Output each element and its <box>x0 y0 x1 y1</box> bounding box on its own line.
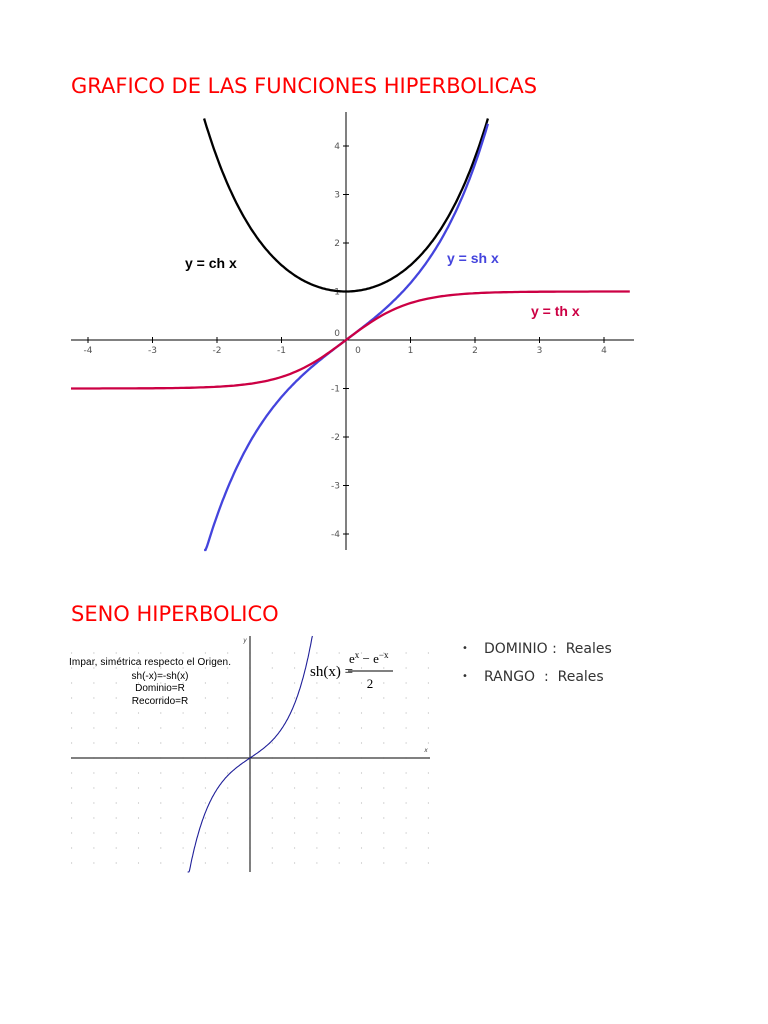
grid-dot <box>160 832 161 833</box>
series-label-sinh: y = sh x <box>447 250 499 266</box>
grid-dot <box>383 817 384 818</box>
grid-dot <box>116 817 117 818</box>
formula-denominator: 2 <box>366 676 374 691</box>
grid-dot <box>339 742 340 743</box>
grid-dot <box>339 682 340 683</box>
grid-dot <box>71 682 72 683</box>
grid-dot <box>406 862 407 863</box>
grid-dot <box>160 787 161 788</box>
grid-dot <box>316 832 317 833</box>
grid-dot <box>406 832 407 833</box>
grid-dot <box>183 727 184 728</box>
grid-dot <box>93 787 94 788</box>
formula-numerator: $e^x - e^{-x}$ <box>349 650 389 666</box>
grid-dot <box>272 727 273 728</box>
grid-dot <box>205 697 206 698</box>
grid-dot <box>93 712 94 713</box>
grid-dot <box>339 832 340 833</box>
grid-dot <box>160 847 161 848</box>
grid-dot <box>272 862 273 863</box>
grid-dot <box>71 787 72 788</box>
grid-dot <box>272 817 273 818</box>
grid-dot <box>361 802 362 803</box>
grid-dot <box>406 712 407 713</box>
annotation-line: Recorrido=R <box>131 696 189 707</box>
grid-dot <box>205 862 206 863</box>
sinh-formula <box>310 650 393 691</box>
grid-dot <box>294 847 295 848</box>
grid-dot <box>272 787 273 788</box>
grid-dot <box>406 682 407 683</box>
grid-dot <box>316 862 317 863</box>
grid-dot <box>138 817 139 818</box>
grid-dot <box>383 787 384 788</box>
grid-dot <box>205 832 206 833</box>
y-tick-label: 1 <box>334 287 340 298</box>
grid-dot <box>227 727 228 728</box>
grid-dot <box>316 652 317 653</box>
grid-dot <box>383 772 384 773</box>
grid-dot <box>316 817 317 818</box>
grid-dot <box>406 667 407 668</box>
grid-dot <box>227 652 228 653</box>
grid-dot <box>339 817 340 818</box>
grid-dot <box>138 742 139 743</box>
grid-dot <box>160 652 161 653</box>
grid-dot <box>316 712 317 713</box>
grid-dot <box>93 697 94 698</box>
grid-dot <box>294 787 295 788</box>
grid-dot <box>272 652 273 653</box>
grid-dot <box>160 742 161 743</box>
page-title: GRAFICO DE LAS FUNCIONES HIPERBOLICAS <box>71 74 538 98</box>
grid-dot <box>205 802 206 803</box>
grid-dot <box>406 787 407 788</box>
grid-dot <box>316 802 317 803</box>
grid-dot <box>383 667 384 668</box>
property-label: RANGO : <box>484 669 549 685</box>
grid-dot <box>361 697 362 698</box>
grid-dot <box>116 802 117 803</box>
grid-dot <box>428 682 429 683</box>
grid-dot <box>428 862 429 863</box>
grid-dot <box>227 862 228 863</box>
grid-dot <box>116 847 117 848</box>
grid-dot <box>138 802 139 803</box>
grid-dot <box>205 817 206 818</box>
grid-dot <box>339 787 340 788</box>
grid-dot <box>205 772 206 773</box>
bullet-icon: • <box>462 671 468 682</box>
grid-dot <box>93 742 94 743</box>
x-tick-label: 4 <box>601 346 607 356</box>
grid-dot <box>428 712 429 713</box>
grid-dot <box>294 667 295 668</box>
grid-dot <box>316 772 317 773</box>
annotation-line: sh(-x)=-sh(x) <box>131 671 189 682</box>
grid-dot <box>138 847 139 848</box>
grid-dot <box>160 862 161 863</box>
grid-dot <box>406 772 407 773</box>
grid-dot <box>93 817 94 818</box>
grid-dot <box>339 712 340 713</box>
grid-dot <box>294 742 295 743</box>
grid-dot <box>227 712 228 713</box>
grid-dot <box>272 832 273 833</box>
grid-dot <box>383 832 384 833</box>
grid-dot <box>406 817 407 818</box>
grid-dot <box>93 652 94 653</box>
grid-dot <box>71 727 72 728</box>
grid-dot <box>316 742 317 743</box>
grid-dot <box>93 727 94 728</box>
series-label-cosh: y = ch x <box>185 255 237 271</box>
grid-dot <box>428 667 429 668</box>
grid-dot <box>294 802 295 803</box>
grid-dot <box>183 787 184 788</box>
grid-dot <box>116 772 117 773</box>
grid-dot <box>361 772 362 773</box>
grid-dot <box>183 772 184 773</box>
grid-dot <box>160 772 161 773</box>
grid-dot <box>383 742 384 743</box>
grid-dot <box>205 847 206 848</box>
y-tick-label: 0 <box>334 329 340 339</box>
grid-dot <box>272 847 273 848</box>
grid-dot <box>406 727 407 728</box>
annotation-line: Impar, simétrica respecto el Origen. <box>69 657 231 668</box>
grid-dot <box>383 697 384 698</box>
grid-dot <box>93 832 94 833</box>
grid-dot <box>183 832 184 833</box>
grid-dot <box>227 817 228 818</box>
grid-dot <box>361 712 362 713</box>
grid-dot <box>339 697 340 698</box>
grid-dot <box>406 697 407 698</box>
grid-dot <box>428 652 429 653</box>
x-tick-label: -3 <box>148 346 157 356</box>
grid-dot <box>272 742 273 743</box>
grid-dot <box>428 787 429 788</box>
formula-lhs: sh(x) = <box>310 664 354 680</box>
grid-dot <box>227 787 228 788</box>
series-label-tanh: y = th x <box>531 303 580 319</box>
grid-dot <box>205 727 206 728</box>
grid-dot <box>116 727 117 728</box>
x-axis-label: x <box>424 747 428 754</box>
grid-dot <box>428 802 429 803</box>
y-tick-label: 4 <box>334 142 340 152</box>
grid-dot <box>428 742 429 743</box>
grid-dot <box>138 712 139 713</box>
grid-dot <box>406 652 407 653</box>
bullet-icon: • <box>462 643 468 654</box>
grid-dot <box>361 667 362 668</box>
grid-dot <box>361 682 362 683</box>
grid-dot <box>138 652 139 653</box>
grid-dot <box>71 772 72 773</box>
grid-dot <box>160 817 161 818</box>
grid-dot <box>272 697 273 698</box>
grid-dot <box>316 847 317 848</box>
property-value: Reales <box>557 669 604 685</box>
grid-dot <box>361 742 362 743</box>
grid-dot <box>339 847 340 848</box>
grid-dot <box>205 682 206 683</box>
grid-dot <box>93 847 94 848</box>
grid-dot <box>294 832 295 833</box>
grid-dot <box>116 682 117 683</box>
grid-dot <box>71 802 72 803</box>
grid-dot <box>183 802 184 803</box>
y-tick-label: -1 <box>331 384 340 395</box>
grid-dot <box>361 832 362 833</box>
grid-dot <box>205 742 206 743</box>
grid-dot <box>294 817 295 818</box>
grid-dot <box>116 712 117 713</box>
grid-dot <box>116 742 117 743</box>
grid-dot <box>383 727 384 728</box>
list-item <box>462 638 612 666</box>
grid-dot <box>294 727 295 728</box>
grid-dot <box>183 847 184 848</box>
grid-dot <box>116 697 117 698</box>
grid-dot <box>339 772 340 773</box>
grid-dot <box>361 847 362 848</box>
grid-dot <box>160 712 161 713</box>
grid-dot <box>294 862 295 863</box>
grid-dot <box>205 712 206 713</box>
grid-dot <box>183 862 184 863</box>
grid-dot <box>71 832 72 833</box>
grid-dot <box>428 697 429 698</box>
grid-dot <box>227 847 228 848</box>
grid-dot <box>227 697 228 698</box>
grid-dot <box>160 727 161 728</box>
grid-dot <box>138 787 139 788</box>
grid-dot <box>339 862 340 863</box>
grid-dot <box>205 787 206 788</box>
grid-dot <box>383 847 384 848</box>
property-label: DOMINIO : <box>484 641 557 657</box>
grid-dot <box>116 832 117 833</box>
grid-dot <box>138 727 139 728</box>
section-title: SENO HIPERBOLICO <box>71 602 279 626</box>
grid-dot <box>71 712 72 713</box>
grid-dot <box>93 802 94 803</box>
grid-dot <box>138 862 139 863</box>
x-tick-label: -4 <box>83 346 93 356</box>
grid-dot <box>138 832 139 833</box>
grid-dot <box>183 712 184 713</box>
grid-dot <box>294 697 295 698</box>
grid-dot <box>71 652 72 653</box>
grid-dot <box>316 727 317 728</box>
grid-dot <box>71 697 72 698</box>
grid-dot <box>316 787 317 788</box>
grid-dot <box>93 772 94 773</box>
grid-dot <box>294 772 295 773</box>
grid-dot <box>183 817 184 818</box>
grid-dot <box>406 742 407 743</box>
grid-dot <box>383 682 384 683</box>
grid-dot <box>406 847 407 848</box>
grid-dot <box>227 802 228 803</box>
grid-dot <box>93 862 94 863</box>
grid-dot <box>294 682 295 683</box>
grid-dot <box>428 817 429 818</box>
y-tick-label: -4 <box>331 530 340 540</box>
x-tick-label: -2 <box>212 346 222 356</box>
grid-dot <box>272 802 273 803</box>
grid-dot <box>71 817 72 818</box>
grid-dot <box>272 667 273 668</box>
grid-dot <box>361 787 362 788</box>
grid-dot <box>383 712 384 713</box>
chart-annotation <box>69 657 231 707</box>
grid-dot <box>227 772 228 773</box>
grid-dot <box>294 712 295 713</box>
x-tick-label: 0 <box>355 346 361 356</box>
grid-dot <box>383 802 384 803</box>
grid-dot <box>272 682 273 683</box>
grid-dot <box>361 862 362 863</box>
grid-dot <box>183 742 184 743</box>
grid-dot <box>116 787 117 788</box>
grid-dot <box>339 802 340 803</box>
property-value: Reales <box>565 641 612 657</box>
grid-dot <box>227 742 228 743</box>
grid-dot <box>316 697 317 698</box>
grid-dot <box>138 772 139 773</box>
grid-dot <box>339 652 340 653</box>
grid-dot <box>406 802 407 803</box>
grid-dot <box>116 652 117 653</box>
x-tick-label: -1 <box>277 346 286 356</box>
grid-dot <box>428 727 429 728</box>
annotation-line: Dominio=R <box>135 683 185 694</box>
grid-dot <box>93 682 94 683</box>
grid-dot <box>71 847 72 848</box>
grid-dot <box>316 682 317 683</box>
grid-dot <box>227 832 228 833</box>
grid-dot <box>160 802 161 803</box>
grid-dot <box>183 652 184 653</box>
grid-dot <box>383 862 384 863</box>
x-tick-label: 1 <box>407 346 414 356</box>
grid-dot <box>428 847 429 848</box>
y-tick-label: -2 <box>331 433 340 443</box>
grid-dot <box>71 742 72 743</box>
properties-list <box>462 638 612 694</box>
y-tick-label: 3 <box>334 190 340 201</box>
grid-dot <box>294 652 295 653</box>
grid-dot <box>116 862 117 863</box>
grid-dot <box>272 772 273 773</box>
grid-dot <box>361 727 362 728</box>
list-item <box>462 666 612 694</box>
grid-dot <box>361 817 362 818</box>
grid-dot <box>71 862 72 863</box>
grid-dot <box>272 712 273 713</box>
grid-dot <box>428 832 429 833</box>
x-tick-label: 2 <box>472 346 478 356</box>
grid-dot <box>428 772 429 773</box>
grid-dot <box>227 682 228 683</box>
grid-dot <box>205 652 206 653</box>
y-tick-label: 2 <box>334 239 340 249</box>
y-tick-label: -3 <box>331 481 340 492</box>
grid-dot <box>339 727 340 728</box>
y-axis-label: y <box>243 637 247 644</box>
x-tick-label: 3 <box>536 346 543 356</box>
